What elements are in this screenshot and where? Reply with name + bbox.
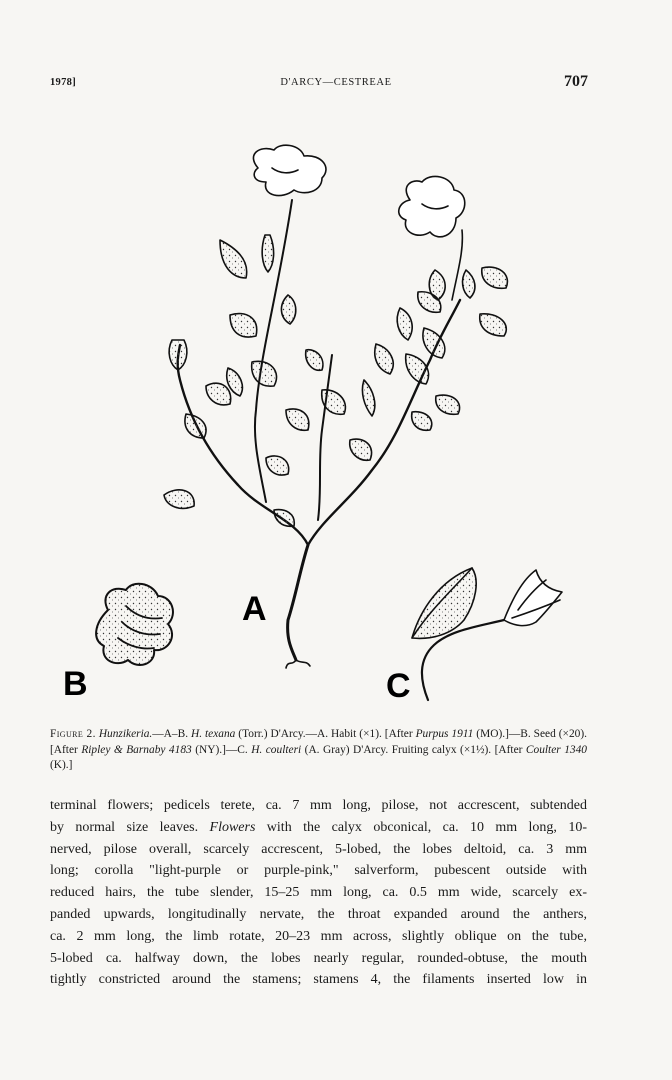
caption-text: —A–B. [152,728,191,740]
running-header [0,75,672,95]
panel-label-c: C [386,667,411,705]
body-line: 5-lobed ca. halfway down, the lobes nearly regular, rounded-obtuse, the mouth [50,950,587,966]
caption-text: (A. Gray) D'Arcy. Fruiting calyx (×1½). [After [301,743,526,756]
botanical-illustration [60,140,620,720]
caption-text: (K).] [50,759,73,771]
caption-citation: Ripley & Barnaby 4183 [81,743,192,756]
body-line-text: by normal size leaves. [50,819,210,835]
caption-text: (NY).]—C. [191,743,252,756]
panel-label-a: A [242,590,267,628]
caption-species: H. coulteri [251,743,302,756]
body-line: terminal flowers; pedicels terete, ca. 7 mm long, pilose, not accrescent, subtended [50,798,587,813]
caption-citation: Coulter 1340 [525,743,587,756]
caption-genus: Hunzikeria. [98,728,153,740]
fruiting-calyx-drawing [412,568,562,700]
body-line: panded upwards, longitudinally nervate, the throat expanded around the anthers, [50,906,587,922]
panel-label-b: B [63,665,88,703]
figure-caption [50,727,587,774]
body-line-italic: Flowers [209,819,256,835]
body-line [50,817,587,839]
body-line: nerved, pilose overall, scarcely accrescent, 5-lobed, the lobes deltoid, ca. 3 mm [50,841,587,857]
body-line-text: with the calyx obconical, ca. 10 mm long, 10- [255,819,587,835]
header-page-number: 707 [564,73,588,90]
caption-label: Figure 2. [50,728,96,740]
body-line: reduced hairs, the tube slender, 15–25 mm long, ca. 0.5 mm wide, scarcely ex- [50,885,587,901]
body-paragraph [50,795,587,991]
body-line: long; corolla "light-purple or purple-pink," salverform, pubescent outside with [50,863,587,879]
body-line: ca. 2 mm long, the limb rotate, 20–23 mm across, slightly oblique on the tube, [50,928,587,944]
seed-drawing [96,584,173,665]
body-line: tightly constricted around the stamens; stamens 4, the filaments inserted low in [50,972,587,988]
caption-text: (Torr.) D'Arcy.—A. Habit (×1). [After [235,728,416,740]
caption-species: H. texana [190,728,236,740]
header-running-title: D'ARCY—CESTREAE [280,77,392,88]
caption-citation: Purpus 1911 [415,728,474,740]
caption-text: (MO).]—B. Seed (×20). [After [50,728,587,756]
header-year: 1978] [50,77,76,88]
